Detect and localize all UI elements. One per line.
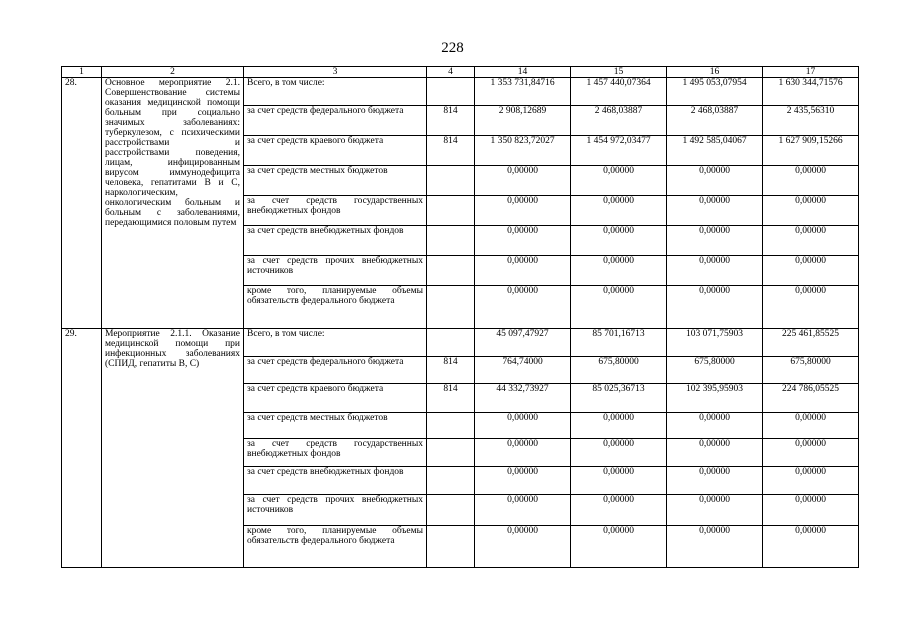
value-col-17: 0,00000 [763, 495, 859, 526]
value-col-15: 0,00000 [571, 467, 667, 495]
value-col-15: 1 454 972,03477 [571, 136, 667, 166]
value-col-16: 0,00000 [667, 439, 763, 467]
funding-source: кроме того, планируемые объемы обязательств федерального бюджета [244, 286, 427, 329]
value-col-14: 0,00000 [475, 256, 571, 286]
budget-code: 814 [427, 136, 475, 166]
row-number: 29. [62, 329, 102, 568]
value-col-16: 102 395,95903 [667, 384, 763, 413]
value-col-16: 0,00000 [667, 166, 763, 196]
value-col-14: 0,00000 [475, 196, 571, 226]
value-col-15: 2 468,03887 [571, 106, 667, 136]
budget-code [427, 226, 475, 256]
value-col-17: 1 630 344,71576 [763, 78, 859, 106]
budget-code: 814 [427, 357, 475, 384]
value-col-17: 1 627 909,15266 [763, 136, 859, 166]
column-header: 14 [475, 67, 571, 78]
funding-source: за счет средств государственных внебюджетных фондов [244, 439, 427, 467]
value-col-15: 1 457 440,07364 [571, 78, 667, 106]
event-name: Мероприятие 2.1.1. Оказание медицинской помощи при инфекционных заболеваниях (СПИД, гепатиты B, C) [102, 329, 244, 568]
table-row [62, 78, 859, 106]
value-col-17: 0,00000 [763, 196, 859, 226]
row-number: 28. [62, 78, 102, 329]
value-col-15: 0,00000 [571, 526, 667, 568]
value-col-17: 675,80000 [763, 357, 859, 384]
value-col-16: 0,00000 [667, 495, 763, 526]
value-col-16: 0,00000 [667, 256, 763, 286]
value-col-15: 0,00000 [571, 413, 667, 439]
page-number: 228 [441, 40, 464, 56]
value-col-16: 2 468,03887 [667, 106, 763, 136]
funding-source: за счет средств краевого бюджета [244, 136, 427, 166]
column-header: 3 [244, 67, 427, 78]
funding-source: за счет средств краевого бюджета [244, 384, 427, 413]
value-col-15: 0,00000 [571, 439, 667, 467]
value-col-15: 85 701,16713 [571, 329, 667, 357]
event-name: Основное мероприятие 2.1. Совершенствование системы оказания медицинской помощи больным при социально значимых заболеваниях: туберкулезом, с психическими расстройствами и расстройствами поведения, лицам, инфицированным вирусом иммунодефицита человека, гепатитами B и C, наркологическим, онкологическим больным и больным с заболеваниями, передающимися половым путем [102, 78, 244, 329]
value-col-16: 1 495 053,07954 [667, 78, 763, 106]
value-col-14: 1 350 823,72027 [475, 136, 571, 166]
funding-source: Всего, в том числе: [244, 78, 427, 106]
column-header: 4 [427, 67, 475, 78]
budget-table [61, 66, 859, 568]
value-col-14: 0,00000 [475, 495, 571, 526]
value-col-15: 0,00000 [571, 196, 667, 226]
funding-source: за счет средств внебюджетных фондов [244, 467, 427, 495]
value-col-16: 0,00000 [667, 467, 763, 495]
value-col-16: 0,00000 [667, 526, 763, 568]
value-col-15: 0,00000 [571, 226, 667, 256]
column-header: 1 [62, 67, 102, 78]
value-col-15: 675,80000 [571, 357, 667, 384]
funding-source: за счет средств государственных внебюджетных фондов [244, 196, 427, 226]
budget-code [427, 256, 475, 286]
column-header: 16 [667, 67, 763, 78]
value-col-17: 2 435,56310 [763, 106, 859, 136]
funding-source: за счет средств местных бюджетов [244, 413, 427, 439]
value-col-16: 675,80000 [667, 357, 763, 384]
value-col-17: 0,00000 [763, 226, 859, 256]
value-col-14: 0,00000 [475, 226, 571, 256]
value-col-14: 0,00000 [475, 413, 571, 439]
value-col-14: 44 332,73927 [475, 384, 571, 413]
value-col-14: 0,00000 [475, 439, 571, 467]
value-col-15: 85 025,36713 [571, 384, 667, 413]
column-number-row [62, 67, 859, 78]
value-col-17: 0,00000 [763, 286, 859, 329]
funding-source: за счет средств федерального бюджета [244, 106, 427, 136]
value-col-16: 0,00000 [667, 226, 763, 256]
budget-code [427, 495, 475, 526]
value-col-17: 224 786,05525 [763, 384, 859, 413]
value-col-17: 0,00000 [763, 256, 859, 286]
value-col-14: 1 353 731,84716 [475, 78, 571, 106]
funding-source: Всего, в том числе: [244, 329, 427, 357]
value-col-15: 0,00000 [571, 286, 667, 329]
budget-code [427, 78, 475, 106]
funding-source: за счет средств внебюджетных фондов [244, 226, 427, 256]
funding-source: за счет средств прочих внебюджетных источников [244, 495, 427, 526]
budget-code [427, 196, 475, 226]
value-col-16: 0,00000 [667, 286, 763, 329]
funding-source: за счет средств федерального бюджета [244, 357, 427, 384]
value-col-14: 0,00000 [475, 526, 571, 568]
budget-code [427, 166, 475, 196]
budget-code: 814 [427, 106, 475, 136]
funding-source: за счет средств местных бюджетов [244, 166, 427, 196]
value-col-15: 0,00000 [571, 166, 667, 196]
column-header: 17 [763, 67, 859, 78]
value-col-17: 0,00000 [763, 467, 859, 495]
value-col-17: 0,00000 [763, 526, 859, 568]
value-col-14: 0,00000 [475, 467, 571, 495]
value-col-16: 0,00000 [667, 196, 763, 226]
budget-code [427, 286, 475, 329]
value-col-14: 0,00000 [475, 166, 571, 196]
budget-code [427, 329, 475, 357]
value-col-17: 225 461,85525 [763, 329, 859, 357]
value-col-17: 0,00000 [763, 413, 859, 439]
column-header: 2 [102, 67, 244, 78]
value-col-17: 0,00000 [763, 439, 859, 467]
budget-code [427, 526, 475, 568]
value-col-15: 0,00000 [571, 495, 667, 526]
budget-code [427, 413, 475, 439]
funding-source: кроме того, планируемые объемы обязательств федерального бюджета [244, 526, 427, 568]
value-col-16: 0,00000 [667, 413, 763, 439]
value-col-15: 0,00000 [571, 256, 667, 286]
value-col-14: 45 097,47927 [475, 329, 571, 357]
value-col-17: 0,00000 [763, 166, 859, 196]
value-col-16: 103 071,75903 [667, 329, 763, 357]
value-col-14: 764,74000 [475, 357, 571, 384]
value-col-14: 2 908,12689 [475, 106, 571, 136]
budget-code [427, 439, 475, 467]
budget-code [427, 467, 475, 495]
budget-code: 814 [427, 384, 475, 413]
value-col-14: 0,00000 [475, 286, 571, 329]
funding-source: за счет средств прочих внебюджетных источников [244, 256, 427, 286]
value-col-16: 1 492 585,04067 [667, 136, 763, 166]
column-header: 15 [571, 67, 667, 78]
table-row [62, 329, 859, 357]
